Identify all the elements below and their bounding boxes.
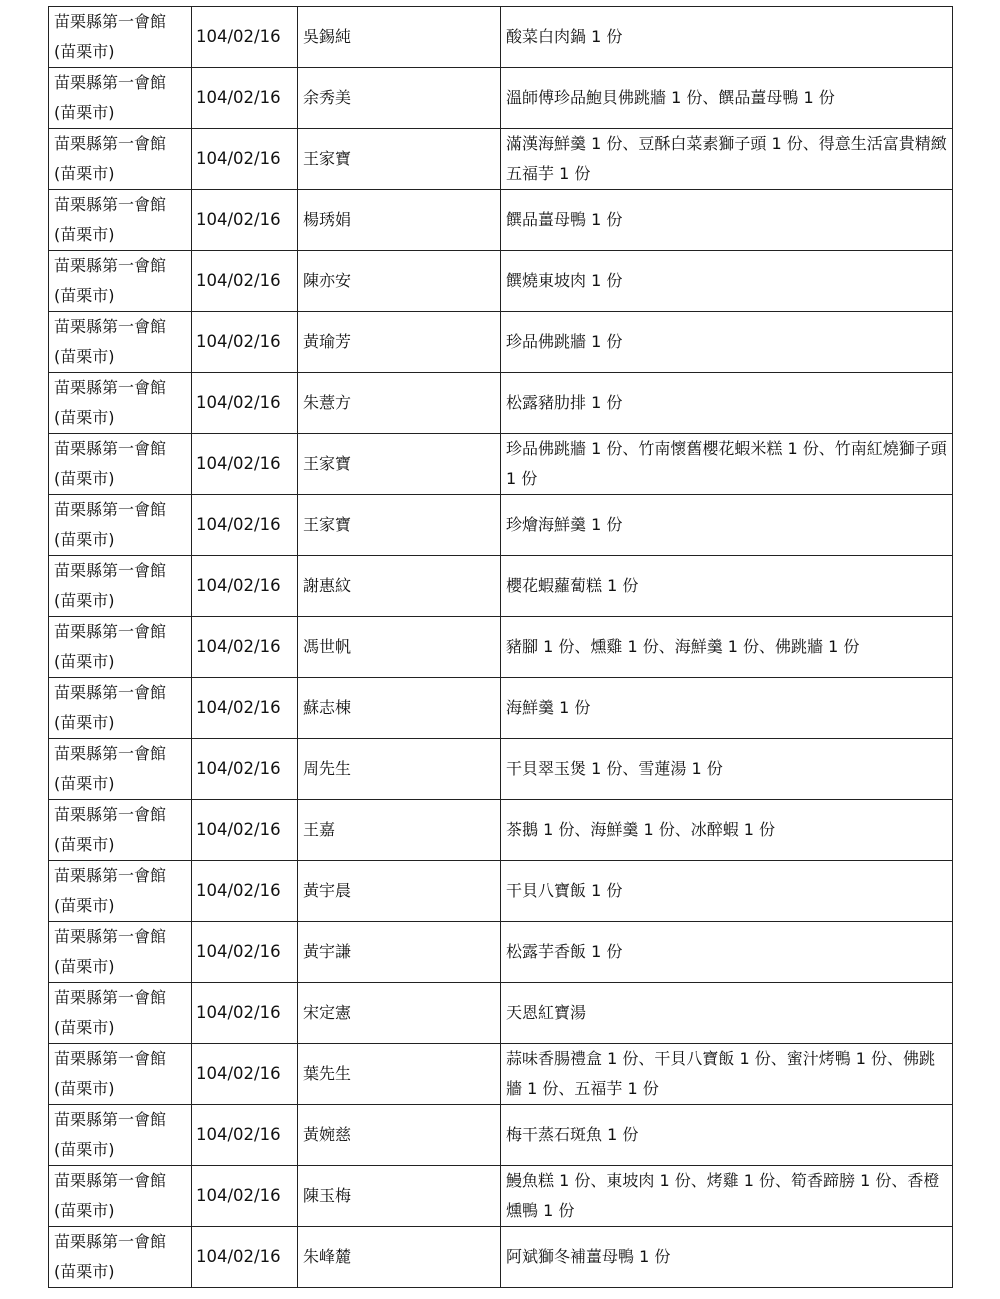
- name-cell: 葉先生: [298, 1044, 501, 1105]
- name-cell: 陳亦安: [298, 251, 501, 312]
- items-cell: 珍品佛跳牆 1 份: [501, 312, 953, 373]
- name-cell: 謝惠紋: [298, 556, 501, 617]
- name-cell: 黃婉慈: [298, 1105, 501, 1166]
- table-row: [49, 1044, 953, 1105]
- table-row: [49, 556, 953, 617]
- date-cell: 104/02/16: [192, 983, 298, 1044]
- location-cell: 苗栗縣第一會館 (苗栗市): [49, 861, 192, 922]
- location-cell: 苗栗縣第一會館 (苗栗市): [49, 800, 192, 861]
- location-cell: 苗栗縣第一會館 (苗栗市): [49, 678, 192, 739]
- date-cell: 104/02/16: [192, 678, 298, 739]
- date-cell: 104/02/16: [192, 922, 298, 983]
- items-cell: 蒜味香腸禮盒 1 份、干貝八寶飯 1 份、蜜汁烤鴨 1 份、佛跳牆 1 份、五福芋 1 份: [501, 1044, 953, 1105]
- items-cell: 豬腳 1 份、燻雞 1 份、海鮮羹 1 份、佛跳牆 1 份: [501, 617, 953, 678]
- location-cell: 苗栗縣第一會館 (苗栗市): [49, 7, 192, 68]
- items-cell: 松露豬肋排 1 份: [501, 373, 953, 434]
- date-cell: 104/02/16: [192, 1166, 298, 1227]
- table-row: [49, 922, 953, 983]
- name-cell: 王家寶: [298, 129, 501, 190]
- name-cell: 余秀美: [298, 68, 501, 129]
- name-cell: 陳玉梅: [298, 1166, 501, 1227]
- date-cell: 104/02/16: [192, 861, 298, 922]
- name-cell: 宋定憲: [298, 983, 501, 1044]
- name-cell: 王家寶: [298, 434, 501, 495]
- items-cell: 珍燴海鮮羹 1 份: [501, 495, 953, 556]
- items-cell: 酸菜白肉鍋 1 份: [501, 7, 953, 68]
- date-cell: 104/02/16: [192, 373, 298, 434]
- items-cell: 天恩紅寶湯: [501, 983, 953, 1044]
- items-cell: 阿斌獅冬補薑母鴨 1 份: [501, 1227, 953, 1288]
- location-cell: 苗栗縣第一會館 (苗栗市): [49, 190, 192, 251]
- name-cell: 楊琇娟: [298, 190, 501, 251]
- table-row: [49, 1105, 953, 1166]
- table-row: [49, 190, 953, 251]
- name-cell: 黃宇謙: [298, 922, 501, 983]
- location-cell: 苗栗縣第一會館 (苗栗市): [49, 434, 192, 495]
- location-cell: 苗栗縣第一會館 (苗栗市): [49, 1105, 192, 1166]
- date-cell: 104/02/16: [192, 7, 298, 68]
- location-cell: 苗栗縣第一會館 (苗栗市): [49, 922, 192, 983]
- name-cell: 馮世帆: [298, 617, 501, 678]
- items-cell: 海鮮羹 1 份: [501, 678, 953, 739]
- location-cell: 苗栗縣第一會館 (苗栗市): [49, 617, 192, 678]
- table-row: [49, 68, 953, 129]
- table-row: [49, 7, 953, 68]
- name-cell: 王家寶: [298, 495, 501, 556]
- name-cell: 黃瑜芳: [298, 312, 501, 373]
- table-row: [49, 1166, 953, 1227]
- table-row: [49, 251, 953, 312]
- date-cell: 104/02/16: [192, 739, 298, 800]
- table-row: [49, 678, 953, 739]
- date-cell: 104/02/16: [192, 556, 298, 617]
- table-row: [49, 983, 953, 1044]
- location-cell: 苗栗縣第一會館 (苗栗市): [49, 983, 192, 1044]
- name-cell: 吳錫純: [298, 7, 501, 68]
- table-row: [49, 861, 953, 922]
- name-cell: 朱薏方: [298, 373, 501, 434]
- items-cell: 梅干蒸石斑魚 1 份: [501, 1105, 953, 1166]
- date-cell: 104/02/16: [192, 434, 298, 495]
- items-cell: 珍品佛跳牆 1 份、竹南懷舊櫻花蝦米糕 1 份、竹南紅燒獅子頭 1 份: [501, 434, 953, 495]
- date-cell: 104/02/16: [192, 1105, 298, 1166]
- name-cell: 蘇志棟: [298, 678, 501, 739]
- name-cell: 黃宇晨: [298, 861, 501, 922]
- date-cell: 104/02/16: [192, 617, 298, 678]
- table-row: [49, 1227, 953, 1288]
- date-cell: 104/02/16: [192, 1044, 298, 1105]
- location-cell: 苗栗縣第一會館 (苗栗市): [49, 68, 192, 129]
- date-cell: 104/02/16: [192, 190, 298, 251]
- location-cell: 苗栗縣第一會館 (苗栗市): [49, 556, 192, 617]
- location-cell: 苗栗縣第一會館 (苗栗市): [49, 1227, 192, 1288]
- table-row: [49, 312, 953, 373]
- location-cell: 苗栗縣第一會館 (苗栗市): [49, 312, 192, 373]
- location-cell: 苗栗縣第一會館 (苗栗市): [49, 251, 192, 312]
- items-cell: 干貝翠玉煲 1 份、雪蓮湯 1 份: [501, 739, 953, 800]
- location-cell: 苗栗縣第一會館 (苗栗市): [49, 495, 192, 556]
- date-cell: 104/02/16: [192, 68, 298, 129]
- table-row: [49, 373, 953, 434]
- items-cell: 饌燒東坡肉 1 份: [501, 251, 953, 312]
- name-cell: 朱峰麓: [298, 1227, 501, 1288]
- location-cell: 苗栗縣第一會館 (苗栗市): [49, 739, 192, 800]
- items-cell: 櫻花蝦蘿蔔糕 1 份: [501, 556, 953, 617]
- location-cell: 苗栗縣第一會館 (苗栗市): [49, 1044, 192, 1105]
- records-table: [48, 6, 953, 1288]
- name-cell: 王嘉: [298, 800, 501, 861]
- items-cell: 滿漢海鮮羹 1 份、豆酥白菜素獅子頭 1 份、得意生活富貴精緻五福芋 1 份: [501, 129, 953, 190]
- name-cell: 周先生: [298, 739, 501, 800]
- date-cell: 104/02/16: [192, 251, 298, 312]
- table-row: [49, 617, 953, 678]
- date-cell: 104/02/16: [192, 129, 298, 190]
- table-row: [49, 800, 953, 861]
- table-row: [49, 495, 953, 556]
- items-cell: 茶鵝 1 份、海鮮羹 1 份、冰醉蝦 1 份: [501, 800, 953, 861]
- table-row: [49, 739, 953, 800]
- items-cell: 溫師傅珍品鮑貝佛跳牆 1 份、饌品薑母鴨 1 份: [501, 68, 953, 129]
- location-cell: 苗栗縣第一會館 (苗栗市): [49, 1166, 192, 1227]
- date-cell: 104/02/16: [192, 1227, 298, 1288]
- date-cell: 104/02/16: [192, 495, 298, 556]
- table-row: [49, 129, 953, 190]
- date-cell: 104/02/16: [192, 312, 298, 373]
- table-row: [49, 434, 953, 495]
- items-cell: 松露芋香飯 1 份: [501, 922, 953, 983]
- items-cell: 鰻魚糕 1 份、東坡肉 1 份、烤雞 1 份、筍香蹄膀 1 份、香橙燻鴨 1 份: [501, 1166, 953, 1227]
- location-cell: 苗栗縣第一會館 (苗栗市): [49, 129, 192, 190]
- items-cell: 饌品薑母鴨 1 份: [501, 190, 953, 251]
- records-body: [49, 7, 953, 1288]
- date-cell: 104/02/16: [192, 800, 298, 861]
- location-cell: 苗栗縣第一會館 (苗栗市): [49, 373, 192, 434]
- items-cell: 干貝八寶飯 1 份: [501, 861, 953, 922]
